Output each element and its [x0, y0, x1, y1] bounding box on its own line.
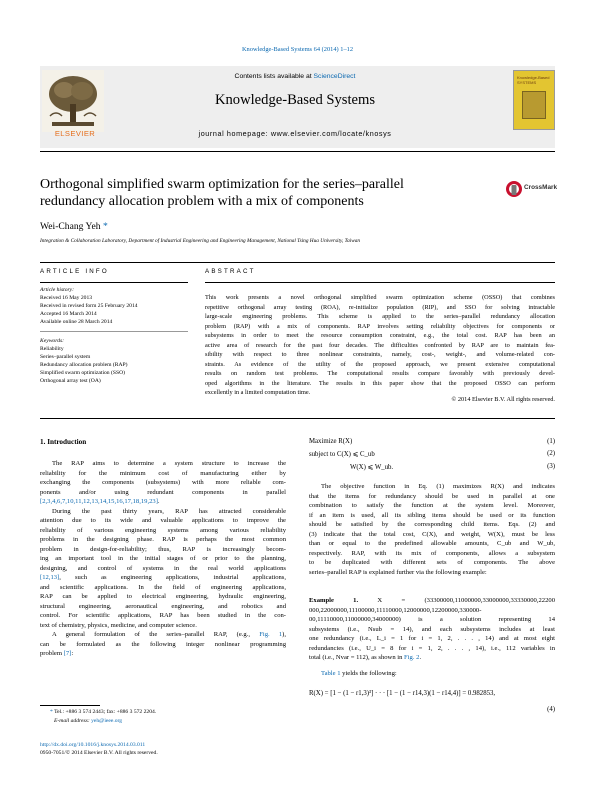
- intro-text: , such as engineering applications, industrial applications,: [59, 574, 286, 581]
- history-received: Received 16 May 2013: [40, 295, 93, 301]
- equation-1: [309, 438, 555, 445]
- equation-text: subject to C(X) ⩽ C_ub: [309, 451, 375, 458]
- abstract-line: large-scale engineering problems. This scheme is applied to the series–parallel redundancy allocation: [205, 313, 555, 321]
- abstract-copyright: © 2014 Elsevier B.V. All rights reserved.: [451, 396, 555, 403]
- body-line: should be satisfied by the corresponding child items. Eqs. (2) and: [309, 521, 555, 528]
- history-rule: [40, 331, 188, 332]
- keywords-label: Keywords:: [40, 338, 65, 344]
- elsevier-tree-logo-icon: [42, 70, 104, 132]
- keyword-item: Reliability: [40, 346, 64, 352]
- body-line: to be duplicated with different sets of components. The above: [309, 559, 555, 566]
- figure-link[interactable]: Fig. 2: [404, 654, 420, 661]
- intro-line: problems in the designing phase. RAP is perhaps the most common: [40, 536, 286, 543]
- intro-line: control. For scientific applications, RAP has been studied in the con-: [40, 612, 286, 619]
- intro-line: ponents and/or using redundant components in parallel: [40, 488, 286, 496]
- keyword-item: Simplified swarm optimization (SSO): [40, 370, 125, 376]
- abstract-line: sibility with respect to three nonlinear constraints, namely, cost-, weight-, and volume-related con-: [205, 351, 555, 359]
- equation-2: [309, 450, 555, 458]
- body-line: series–parallel RAP is explained further via the following example:: [309, 568, 487, 576]
- contents-line: Contents lists available at ScienceDirect: [234, 73, 356, 80]
- equation-4: [309, 690, 555, 697]
- abstract-line: results on random test problems. The computational results compare favorably with previously devel-: [205, 370, 555, 378]
- abstract-line: straints. As evidence of the utility of the proposed approach, we present extensive computational: [205, 360, 555, 368]
- right-column-body: [309, 482, 555, 577]
- keyword-item: Redundancy allocation problem (RAP): [40, 362, 128, 368]
- journal-homepage-link[interactable]: journal homepage: www.elsevier.com/locate/knosys: [198, 129, 392, 138]
- abstract-line: problem (RAP) with a mix of components. RAP involves setting reliability objectives for components or: [205, 322, 555, 330]
- citation-link[interactable]: [2,3,4,6,7,10,11,12,13,14,15,16,17,18,19,23]: [40, 498, 158, 505]
- journal-cover-thumbnail: [513, 70, 555, 130]
- intro-line: problem in design-for-reliability; thus, RAP is increasingly becom-: [40, 545, 286, 553]
- example-line: 00,11110000,11000000,34000000) is a solution representing 14: [309, 616, 555, 623]
- title-line-2: redundancy allocation problem with a mix of components: [40, 194, 364, 209]
- publisher-name: ELSEVIER: [54, 129, 96, 138]
- abstract-line: repetitive orthogonal array testing (ROA), re-initialize population (RIP), and SSO for solving intractable: [205, 303, 555, 311]
- abstract-line: active area of research for the past four decades. The difficulties confronted by RAP are to maintain fea-: [205, 341, 555, 349]
- abstract-text: [205, 293, 555, 398]
- keywords: [40, 337, 188, 385]
- equation-number: (4): [547, 706, 555, 713]
- example-text: X = (33300000,11000000,33000000,33330000,22200: [377, 597, 555, 604]
- author-footnote-mark[interactable]: *: [102, 221, 108, 232]
- body-line: that the items for redundancy should be used in parallel at one: [309, 492, 555, 500]
- abstract-line: This work presents a novel orthogonal simplified swarm optimization scheme (OSSO) that combines: [205, 294, 555, 301]
- history-accepted: Accepted 16 March 2014: [40, 311, 97, 317]
- introduction-heading: 1. Introduction: [40, 438, 87, 446]
- abstract-line: subsystems in order to meet the resource consumption constraint, e.g., the total cost. RAP has been an: [205, 332, 555, 340]
- article-info-heading: ARTICLE INFO: [40, 268, 109, 275]
- header-rule: [40, 151, 555, 152]
- intro-line: The RAP aims to determine a system structure to increase the: [52, 460, 286, 467]
- journal-name: Knowledge-Based Systems: [214, 92, 376, 108]
- example-line: subsystems (i.e., Nsub = 14), and each subsystems includes at least: [309, 625, 555, 633]
- intro-text: :: [71, 650, 74, 657]
- intro-line: designing, and control of systems in the real world applications: [40, 564, 286, 572]
- footnote-email: E-mail address: yeh@ieee.org: [54, 718, 123, 724]
- history-online: Available online 28 March 2014: [40, 319, 113, 325]
- crossmark-button[interactable]: [505, 179, 565, 199]
- section-rule: [40, 262, 555, 263]
- example-text: total (i.e., Nvar = 112), as shown in: [309, 654, 405, 661]
- intro-line: reliability of various engineering systems among various reliability: [40, 526, 286, 534]
- body-line: respectively. RAP, with its mix of components, allows a subsystem: [309, 549, 555, 557]
- title-line-1: Orthogonal simplified swarm optimization for the series–parallel: [40, 177, 404, 192]
- abstract-line: oped algorithms in the literature. The results in this paper show that the proposed OSSO can perform: [205, 379, 555, 387]
- body-line: The objective function in Eq. (1) maximizes R(X) and indicates: [321, 483, 555, 490]
- example-label: Example 1.: [309, 597, 359, 604]
- equation-text: Maximize R(X): [309, 438, 353, 445]
- equation-text: W(X) ⩽ W_ub.: [350, 464, 394, 471]
- body-line: combination to satisfy the function at the system level. Moreover,: [309, 502, 555, 509]
- crossmark-label: CrossMark: [524, 184, 558, 191]
- equation-number: (1): [547, 438, 555, 445]
- introduction-body: [40, 459, 286, 659]
- intro-text: ),: [282, 631, 286, 638]
- article-info-rule: [40, 282, 188, 283]
- crossmark-icon: [505, 179, 523, 199]
- example-line: 000,22000000,11100000,11110000,12000000,12200000,330000-: [309, 606, 482, 614]
- intro-line: ing an important tool in the initial stages of or prior to the planning,: [40, 555, 286, 562]
- equation-3: [309, 463, 555, 471]
- intro-line: text of chemistry, physics, medicine, and computer science.: [40, 621, 197, 629]
- intro-line: exchanging the components (subsystems) with more reliable com-: [40, 479, 286, 486]
- example-line: redundancies (i.e., U_i = 8 for i = 1, 2, . . . , 14), i.e., 112 variables in: [309, 644, 555, 652]
- body-line: if an item is used, all its sibling items should be used or its function: [309, 511, 555, 519]
- example-1: [309, 596, 555, 678]
- sciencedirect-link[interactable]: ScienceDirect: [313, 73, 356, 80]
- author-name: Wei-Chang Yeh *: [40, 221, 108, 232]
- intro-line: During the past thirty years, RAP has attracted considerable: [52, 507, 286, 515]
- intro-line: can be formulated as the following integer nonlinear programming: [40, 640, 286, 648]
- keyword-item: Series–parallel system: [40, 354, 91, 360]
- keyword-item: Orthogonal array test (OA): [40, 378, 101, 384]
- body-line: (3) indicate that the total cost, C(X), and weight, W(X), must be less: [309, 530, 555, 538]
- table-link[interactable]: Table 1: [321, 669, 341, 677]
- equation-number: (3): [547, 463, 555, 470]
- article-title: [40, 176, 460, 210]
- intro-line: structural engineering, aeronautical engineering, and robotics and: [40, 602, 286, 610]
- abstract-rule: [205, 282, 555, 283]
- citation-link[interactable]: [12,13]: [40, 574, 60, 581]
- intro-text: problem: [40, 650, 64, 657]
- history-revised: Received in revised form 25 February 2014: [40, 303, 138, 309]
- intro-line: RAP can be applied to electrical engineering, hydraulic engineering,: [40, 593, 286, 600]
- footnote-contact: * Tel.: +886 3 574 2443; fax: +886 3 572 2204.: [50, 709, 157, 715]
- citation-link[interactable]: [7]: [63, 650, 72, 657]
- abstract-line: excellently in a limited computation time.: [205, 389, 311, 397]
- example-text: yields the following:: [340, 669, 397, 677]
- affiliation: Integration & Collaboration Laboratory, Department of Industrial Engineering and Engineering Management, National Tsing Hua University, Taiwan: [40, 238, 361, 244]
- intro-text: .: [157, 498, 160, 505]
- email-link[interactable]: yeh@ieee.org: [91, 718, 123, 724]
- intro-line: attention due to its wide and valuable applications to improve the: [40, 517, 286, 524]
- cover-title: Knowledge-Based SYSTEMS: [517, 75, 550, 85]
- journal-reference[interactable]: Knowledge-Based Systems 64 (2014) 1–12: [241, 46, 354, 53]
- equation-text: R(X) = [1 − (1 − r1,3)³] · · · [1 − (1 − r14,3)(1 − r14,4)] = 0.982853,: [309, 690, 496, 697]
- example-line: one redundancy (i.e., L_i = 1 for i = 1, 2, . . . , 14) and at most eight: [309, 635, 555, 642]
- intro-line: reliability for the minimum cost of manufacturing either by: [40, 469, 286, 477]
- history-label: Article history:: [40, 287, 75, 293]
- body-line: than or equal to the predefined allowable amounts, C_ub and W_ub,: [309, 540, 555, 547]
- footnote-rule: [40, 705, 100, 706]
- figure-link[interactable]: Fig. 1: [259, 631, 283, 638]
- doi-link[interactable]: http://dx.doi.org/10.1016/j.knosys.2014.03.011: [40, 742, 146, 748]
- abstract-end-rule: [40, 418, 555, 419]
- issn-line: 0950-7051/© 2014 Elsevier B.V. All rights reserved.: [40, 750, 158, 756]
- equation-number: (2): [547, 450, 555, 457]
- footnote-mark[interactable]: *: [50, 709, 53, 715]
- cover-image: [522, 91, 546, 119]
- abstract-heading: ABSTRACT: [205, 268, 256, 275]
- intro-line: and scientific applications. In the field of engineering applications,: [40, 583, 286, 591]
- article-history: [40, 286, 188, 326]
- intro-text: A general formulation of the series–parallel RAP, (e.g.,: [52, 631, 260, 638]
- example-text: .: [419, 654, 422, 661]
